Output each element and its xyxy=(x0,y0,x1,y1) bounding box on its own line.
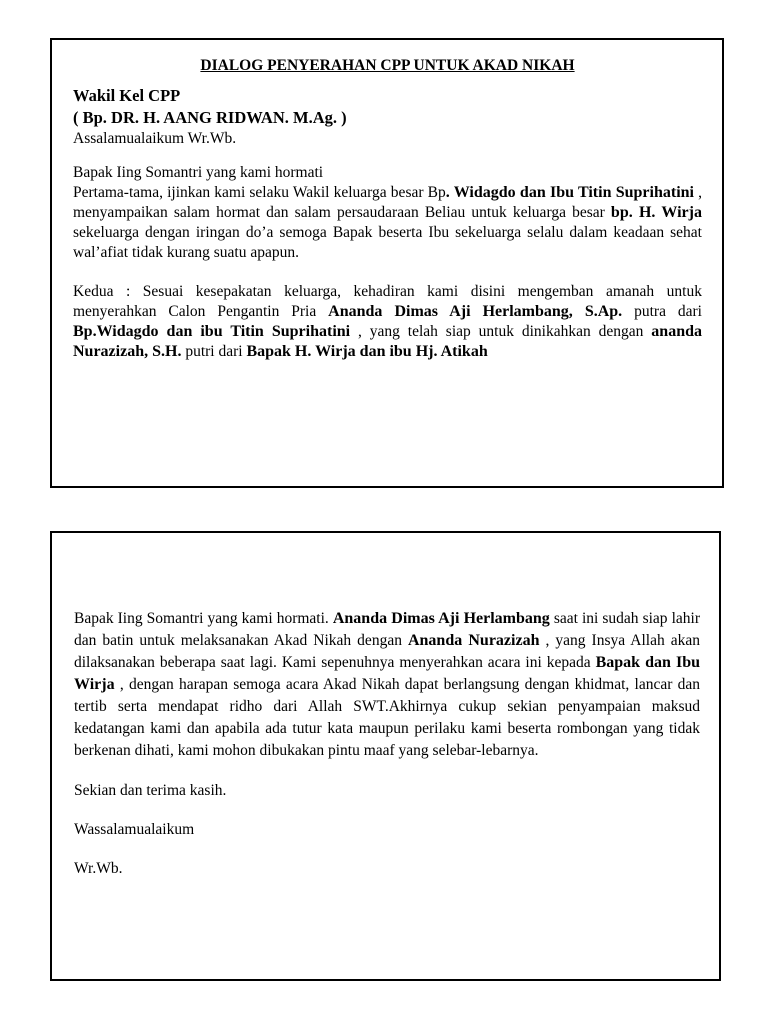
para-text: putra dari xyxy=(622,303,702,320)
para-bold: Bp.Widagdo dan ibu Titin Suprihatini xyxy=(73,323,351,340)
para-text: Pertama-tama, ijinkan kami selaku Wakil keluarga besar Bp xyxy=(73,184,446,201)
para-bold: Ananda Dimas Aji Herlambang, S.Ap. xyxy=(328,303,623,320)
farewell-line-2: Wr.Wb. xyxy=(74,860,123,877)
para-bold: Bapak H. Wirja dan ibu Hj. Atikah xyxy=(246,343,488,360)
farewell-line: Wassalamualaikum xyxy=(74,821,195,838)
para-bold: Bapak dan Ibu Wirja xyxy=(74,654,700,693)
address-line: Bapak Iing Somantri yang kami hormati xyxy=(73,164,324,181)
speaker-name: ( Bp. DR. H. AANG RIDWAN. M.Ag. ) xyxy=(73,108,347,127)
paragraph-first xyxy=(73,183,702,263)
para-text: sekeluarga dengan iringan do’a semoga Bapak beserta Ibu sekeluarga selalu dalam keadaan sehat wal’afiat tidak kurang suatu apapun. xyxy=(73,224,702,261)
para-bold: bp. H. Wirja xyxy=(610,204,702,221)
para-text: , yang telah siap untuk dinikahkan dengan xyxy=(350,323,652,340)
greeting: Assalamualaikum Wr.Wb. xyxy=(73,130,237,147)
para-text: , yang Insya Allah akan dilaksanakan beberapa saat lagi. Kami sepenuhnya menyerahkan acara ini kepada xyxy=(74,632,700,671)
para-text: Kedua : Sesuai kesepakatan keluarga, kehadiran kami disini mengemban amanah untuk menyerahkan Calon Pengantin Pria xyxy=(73,283,702,320)
para-text: saat ini sudah siap lahir dan batin untuk melaksanakan Akad Nikah dengan xyxy=(74,610,701,649)
dialog-card-1 xyxy=(50,38,724,488)
para-bold: . Widagdo dan Ibu Titin Suprihatini xyxy=(445,184,694,201)
paragraph-handover xyxy=(74,608,700,762)
para-text: , dengan harapan semoga acara Akad Nikah dapat berlangsung dengan khidmat, lancar dan tertib serta mendapat ridho dari Allah SWT.Akhirnya cukup sekian penyampaian maksud kedatangan kami dan apabila ada tutur kata maupun perilaku kami beserta rombongan yang tidak berkenan dihati, kami mohon dibukakan pintu maaf yang selebar-lebarnya. xyxy=(74,676,700,759)
dialog-card-2 xyxy=(50,531,721,981)
para-text: putri dari xyxy=(181,343,247,360)
para-text: , menyampaikan salam hormat dan salam persaudaraan Beliau untuk keluarga besar xyxy=(73,184,702,221)
document-title: DIALOG PENYERAHAN CPP UNTUK AKAD NIKAH xyxy=(200,57,575,74)
closing-line: Sekian dan terima kasih. xyxy=(74,782,227,799)
speaker-role: Wakil Kel CPP xyxy=(73,86,181,105)
para-bold: Ananda Dimas Aji Herlambang xyxy=(332,610,550,627)
para-bold: ananda Nurazizah, S.H. xyxy=(73,323,702,360)
para-bold: Ananda Nurazizah xyxy=(407,632,540,649)
para-text: Bapak Iing Somantri yang kami hormati. xyxy=(74,610,333,627)
paragraph-second xyxy=(73,282,702,362)
